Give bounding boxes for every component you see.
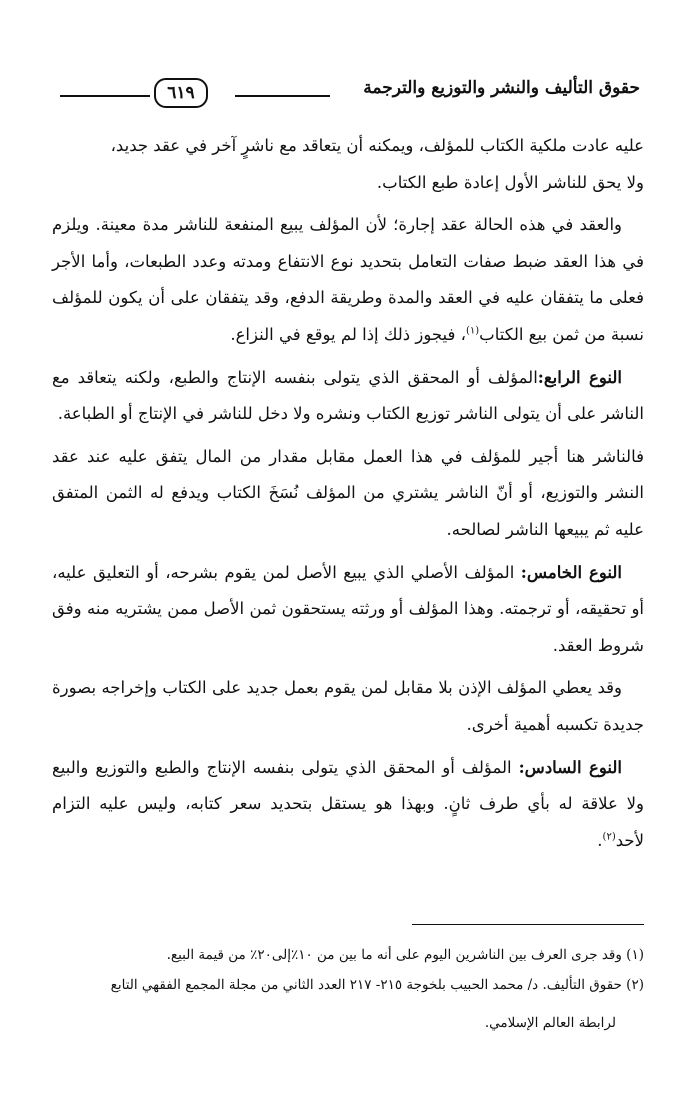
page-header [60,78,640,112]
paragraph-2-end: ، فيجوز ذلك إذا لم يوقع في النزاع. [230,324,466,344]
header-rule-right [235,95,330,97]
paragraph-2 [52,207,644,353]
paragraph-7-end: . [597,830,603,850]
footnote-2: (٢) حقوق التأليف. د/ محمد الحبيب بلخوجة ٢١٥- ٢١٧ العدد الثاني من مجلة المجمع الفقهي التابع [110,977,644,993]
type-five-heading: النوع الخامس: [520,562,623,582]
paragraph-7 [52,750,644,860]
running-title: حقوق التأليف والنشر والتوزيع والترجمة [363,78,640,98]
paragraph-2-text: والعقد في هذه الحالة عقد إجارة؛ لأن المؤلف يبيع المنفعة للناشر مدة معينة. ويلزم في هذا العقد ضبط صفات التعامل بتحديد نوع الانتفاع ومدته وعدد الطبعات، وأما الأجر فعلى ما يتفقان عليه في العقد والمدة وطريقة الدفع، وقد يتفقان على أن يكون للمؤلف نسبة من ثمن بيع الكتاب [52,215,644,344]
paragraph-1-line-2: ولا يحق للناشر الأول إعادة طبع الكتاب. [376,172,644,192]
footnotes [52,940,644,1038]
paragraph-3 [52,360,644,433]
footnote-ref-2: (٢) [602,831,616,843]
footnote-divider [412,924,644,925]
footnote-1: (١) وقد جرى العرف بين الناشرين اليوم على أنه ما بين من ١٠٪إلى٢٠٪ من قيمة البيع. [166,947,644,963]
type-six-heading: النوع السادس: [518,757,622,777]
paragraph-5 [52,555,644,665]
footnote-ref-1: (١) [465,325,480,337]
footnote-2-continuation: لرابطة العالم الإسلامي. [484,1015,616,1031]
paragraph-1-line-1: عليه عادت ملكية الكتاب للمؤلف، ويمكنه أن يتعاقد مع ناشرٍ آخر في عقد جديد، [110,136,644,155]
paragraph-5-text: المؤلف الأصلي الذي يبيع الأصل لمن يقوم بشرحه، أو التعليق عليه، أو تحقيقه، أو ترجمته. وهذا المؤلف أو ورثته يستحقون ثمن الأصل ممن يشتريه منه وفق شروط العقد. [52,562,644,655]
paragraph-7-text: المؤلف أو المحقق الذي يتولى بنفسه الإنتاج والطبع والتوزيع والبيع ولا علاقة له بأي طرف ثانٍ. وبهذا هو يستقل بتحديد سعر كتابه، وليس عليه التزام لأحد [52,757,644,850]
type-four-heading: النوع الرابع: [537,367,623,387]
paragraph-1 [52,128,644,201]
paragraph-6 [52,670,644,743]
main-text [52,128,644,859]
paragraph-4 [52,439,644,549]
paragraph-3-text: المؤلف أو المحقق الذي يتولى بنفسه الإنتاج والطبع، ولكنه يتعاقد مع الناشر على أن يتولى الناشر توزيع الكتاب ونشره ولا دخل للناشر في الإنتاج أو الطباعة. [52,367,644,424]
header-rule-left [60,95,150,97]
page-number: ٦١٩ [154,78,208,108]
paragraph-4-text: فالناشر هنا أجير للمؤلف في هذا العمل مقابل مقدار من المال يتفق عليه عند عقد النشر والتوزيع، أو أنّ الناشر يشتري من المؤلف نُسَخَ الكتاب ويدفع له الثمن المتفق عليه ثم يبيعها الناشر لصالحه. [52,446,644,539]
paragraph-6-text: وقد يعطي المؤلف الإذن بلا مقابل لمن يقوم بعمل جديد على الكتاب وإخراجه بصورة جديدة تكسبه أهمية أخرى. [52,678,644,734]
